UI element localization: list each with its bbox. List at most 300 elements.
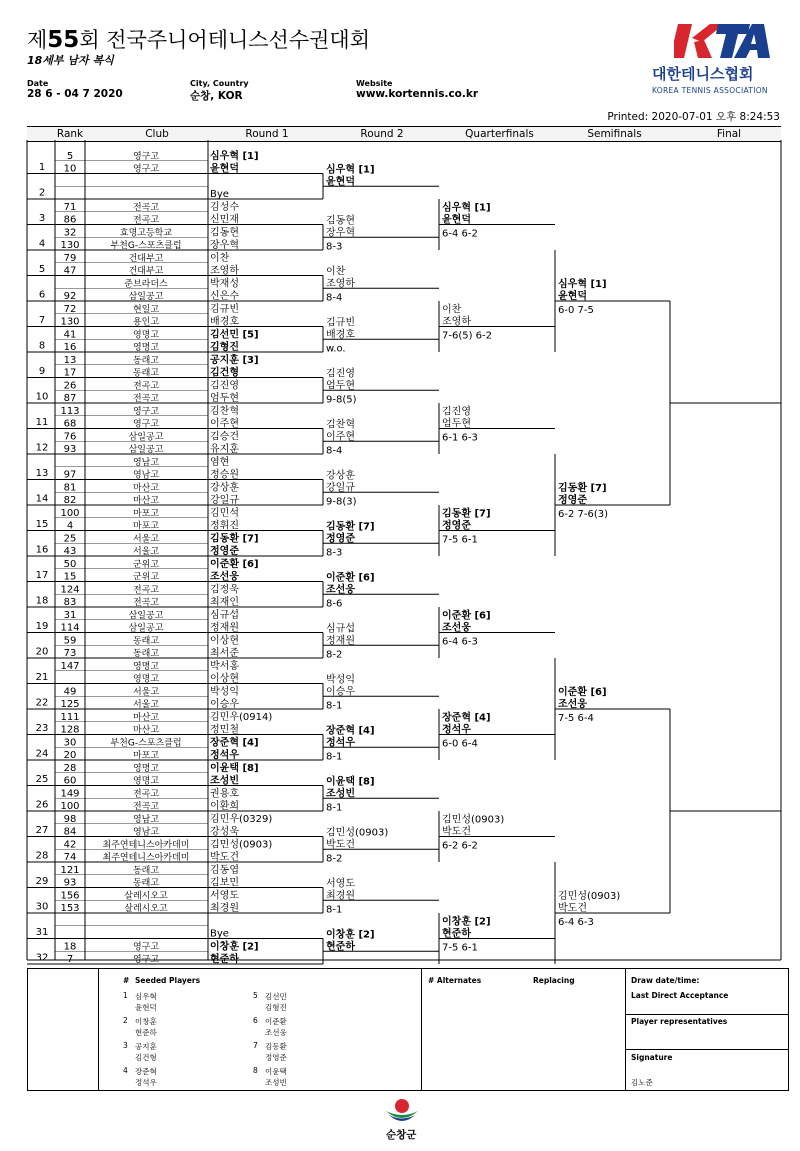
- player-name: 이상현: [210, 635, 239, 647]
- seed-rank: 87: [63, 393, 77, 404]
- logo-english-name: KOREA TENNIS ASSOCIATION: [652, 86, 768, 95]
- club-name: 영남고: [132, 458, 160, 468]
- sunchang-county-logo: [385, 1095, 419, 1125]
- club-name: 부천G-스포츠클럽: [110, 241, 182, 251]
- date-value: 28 6 - 04 7 2020: [27, 88, 123, 100]
- quarterfinal-player: 김동환 [7]: [442, 508, 491, 520]
- player-name: 이준환 [6]: [210, 559, 259, 570]
- round2-score: 8-1: [326, 904, 343, 916]
- col-quarterfinals: Quarterfinals: [465, 128, 534, 140]
- club-name: 서울고: [132, 687, 160, 698]
- player-name: 이윤택 [8]: [210, 763, 259, 774]
- seed-partner: 정석우: [135, 1078, 157, 1087]
- seed-rank: 84: [63, 826, 77, 838]
- player-name: 장준혁 [4]: [210, 737, 259, 749]
- club-name: 동래고: [132, 368, 160, 379]
- club-name: 서울고: [132, 547, 160, 557]
- draw-position: 25: [35, 773, 49, 785]
- seed-rank: 93: [63, 877, 77, 889]
- city-value: 순창, KOR: [190, 90, 243, 102]
- round2-player: 엄두현: [326, 380, 355, 392]
- round2-player: 김동현: [326, 215, 355, 227]
- club-name: 영남고: [132, 470, 160, 481]
- player-name: 정휘진: [210, 520, 239, 532]
- round2-player: 김동환 [7]: [326, 521, 375, 533]
- seed-rank: 4: [66, 520, 74, 532]
- club-name: 준브라더스: [124, 279, 168, 290]
- player-name: 강상훈: [210, 482, 239, 494]
- club-name: 전곡고: [132, 585, 160, 596]
- seed-rank: 10: [63, 163, 77, 175]
- quarterfinal-player: 김민성(0903): [442, 814, 505, 826]
- date-label: Date: [27, 79, 49, 88]
- seed-rank: 74: [63, 852, 77, 863]
- semifinal-player: 김동환 [7]: [558, 483, 607, 494]
- club-name: 영구고: [132, 407, 160, 417]
- player-name: 김동엽: [210, 865, 239, 876]
- seed-number: 3: [123, 1041, 128, 1050]
- club-name: 삼일공고: [128, 445, 164, 455]
- player-name: 박도건: [210, 852, 239, 863]
- quarterfinal-score: 6-1 6-3: [442, 432, 478, 444]
- draw-position: 19: [35, 620, 49, 632]
- quarterfinal-score: 7-6(5) 6-2: [442, 330, 493, 342]
- seed-partner: 김형진: [265, 1003, 287, 1012]
- quarterfinal-player: 장준혁 [4]: [442, 712, 491, 724]
- seed-rank: 113: [60, 406, 80, 417]
- player-name: 박성익: [210, 686, 239, 698]
- seed-rank: 25: [63, 533, 77, 545]
- club-name: 전곡고: [132, 394, 160, 404]
- player-name: 김민성(0903): [210, 839, 273, 851]
- player-name: 김민우(0329): [210, 814, 273, 825]
- club-name: 마포고: [132, 509, 160, 519]
- seed-partner: 김건형: [135, 1053, 157, 1062]
- quarterfinal-score: 6-4 6-2: [442, 228, 478, 240]
- seed-partner: 윤현덕: [135, 1003, 157, 1012]
- club-name: 영명고: [132, 330, 160, 341]
- seed-number: 6: [253, 1016, 258, 1025]
- draw-position: 21: [35, 671, 49, 683]
- player-name: 정영준: [210, 546, 239, 557]
- seed-number: 2: [123, 1016, 128, 1025]
- round2-player: 현준하: [326, 941, 355, 953]
- seed-rank: 60: [63, 775, 77, 787]
- seed-rank: 153: [60, 903, 80, 914]
- player-name: 이환희: [210, 801, 239, 812]
- seed-rank: 20: [63, 750, 77, 761]
- player-name: 최서준: [210, 648, 239, 659]
- club-name: 마포고: [132, 751, 160, 761]
- seed-rank: 111: [60, 712, 80, 723]
- round2-score: 8-4: [326, 292, 343, 304]
- seed-rank: 47: [63, 265, 77, 277]
- club-name: 전곡고: [132, 789, 160, 800]
- draw-position: 20: [35, 646, 49, 658]
- seed-rank: 71: [63, 202, 77, 213]
- seed-number: 8: [253, 1066, 258, 1075]
- seed-rank: 130: [60, 240, 80, 251]
- seed-rank: 81: [63, 482, 77, 494]
- col-round2: Round 2: [360, 128, 404, 140]
- seed-rank: 32: [63, 227, 77, 239]
- semifinal-score: 6-2 7-6(3): [558, 509, 609, 520]
- quarterfinal-score: 7-5 6-1: [442, 534, 478, 546]
- draw-position: 28: [35, 850, 49, 862]
- round2-player: 이찬: [326, 266, 346, 278]
- semifinal-player: 심우혁 [1]: [558, 279, 607, 290]
- seed-rank: 49: [63, 686, 77, 698]
- player-name: 강일규: [210, 495, 239, 506]
- draw-position: 8: [38, 340, 46, 352]
- player-name: 김선민 [5]: [210, 329, 259, 341]
- quarterfinal-score: 7-5 6-1: [442, 942, 478, 954]
- quarterfinal-player: 심우혁 [1]: [442, 202, 491, 214]
- club-name: 건대부고: [128, 266, 164, 277]
- seed-partner: 정영준: [265, 1053, 287, 1062]
- col-club: Club: [145, 128, 169, 140]
- col-final: Final: [716, 128, 742, 140]
- draw-position: 22: [35, 697, 49, 709]
- draw-position: 2: [38, 187, 46, 199]
- club-name: 군위고: [132, 572, 160, 583]
- seed-rank: 79: [63, 253, 77, 264]
- draw-position: 16: [35, 544, 49, 556]
- seed-rank: 83: [63, 597, 77, 608]
- seed-rank: 121: [60, 865, 80, 876]
- player-name: 정승원: [210, 469, 239, 481]
- round2-player: 정영준: [326, 533, 355, 545]
- player-name: 배경호: [210, 316, 239, 328]
- round2-score: 8-3: [326, 241, 343, 253]
- player-name: 김동현: [210, 227, 239, 239]
- semifinal-player: 김민성(0903): [558, 891, 621, 902]
- draw-position: 23: [35, 722, 49, 734]
- seeds-header: Seeded Players: [135, 976, 201, 985]
- quarterfinal-player: 이준환 [6]: [442, 610, 491, 622]
- club-name: 삼일공고: [128, 611, 164, 621]
- club-name: 현일고: [132, 305, 160, 315]
- player-name: 김정욱: [210, 584, 239, 596]
- seed-player: 이준환: [265, 1017, 287, 1026]
- last-direct-acceptance-label: Last Direct Acceptance: [631, 991, 729, 1000]
- seed-rank: 147: [60, 661, 80, 672]
- club-name: 효명고등학교: [119, 228, 173, 239]
- quarterfinal-player: 김진영: [442, 406, 471, 418]
- player-name: 김형진: [210, 342, 239, 353]
- seed-rank: 86: [63, 214, 77, 226]
- player-name: 염현: [210, 457, 230, 468]
- club-name: 영명고: [132, 662, 160, 672]
- semifinal-player: 윤현덕: [558, 291, 587, 302]
- seed-player: 김선민: [265, 992, 287, 1001]
- round2-player: 조성빈: [326, 788, 355, 800]
- draw-position: 29: [35, 875, 49, 887]
- seed-player: 장준혁: [135, 1067, 157, 1076]
- club-name: 마산고: [132, 713, 160, 723]
- seed-rank: 68: [63, 418, 77, 430]
- seed-rank: 92: [63, 291, 77, 302]
- player-name: 이찬: [210, 253, 230, 264]
- seed-rank: 114: [60, 622, 80, 634]
- draw-position: 31: [35, 926, 49, 938]
- quarterfinal-score: 6-2 6-2: [442, 840, 478, 852]
- semifinal-player: 조선웅: [558, 699, 587, 710]
- player-name: 김민우(0914): [210, 712, 273, 723]
- seed-player: 이창훈: [135, 1017, 157, 1026]
- quarterfinal-player: 정영준: [442, 520, 471, 532]
- club-name: 군위고: [132, 560, 160, 570]
- round2-player: 이승우: [326, 686, 355, 698]
- draw-position: 26: [35, 799, 49, 811]
- club-name: 영명고: [132, 764, 160, 774]
- seed-number: 7: [253, 1041, 258, 1050]
- player-name: 현준하: [210, 954, 239, 965]
- club-name: 전곡고: [132, 215, 160, 226]
- round2-player: 강일규: [326, 482, 355, 494]
- round2-player: 김찬혁: [326, 419, 355, 431]
- player-name: 최경원: [210, 903, 239, 914]
- round2-player: 장준혁 [4]: [326, 725, 375, 737]
- draw-position: 7: [38, 314, 46, 326]
- seed-rank: 28: [63, 763, 77, 774]
- club-name: 영남고: [132, 815, 160, 825]
- player-name: 김성수: [210, 202, 239, 213]
- club-name: 용인고: [132, 317, 160, 328]
- quarterfinal-score: 6-0 6-4: [442, 738, 478, 750]
- club-name: 서울고: [132, 700, 160, 710]
- player-name: 강성욱: [210, 826, 239, 838]
- round2-player: 배경호: [326, 329, 355, 341]
- player-name: 김민석: [210, 508, 239, 519]
- quarterfinal-player: 이창훈 [2]: [442, 916, 491, 928]
- player-name: 김찬혁: [210, 406, 239, 417]
- player-name: 심규섭: [210, 610, 239, 621]
- club-name: 마산고: [132, 725, 160, 736]
- round2-player: 김민성(0903): [326, 827, 389, 839]
- player-name: 김보민: [210, 877, 239, 889]
- player-name: 이승우: [210, 699, 239, 710]
- round2-score: w.o.: [326, 343, 346, 355]
- round2-score: 8-3: [326, 547, 343, 559]
- round2-player: 장우혁: [326, 227, 355, 239]
- club-name: 영구고: [132, 942, 160, 953]
- player-name: 김건형: [210, 367, 239, 379]
- draw-position: 27: [35, 824, 49, 836]
- seed-partner: 현준하: [135, 1028, 157, 1037]
- semifinal-score: 6-0 7-5: [558, 305, 594, 316]
- club-name: 동래고: [132, 636, 160, 647]
- seed-rank: 100: [60, 801, 80, 812]
- round2-player: 김규빈: [326, 317, 355, 329]
- seed-rank: 5: [66, 151, 74, 162]
- seed-rank: 26: [63, 380, 77, 392]
- club-name: 영명고: [132, 674, 160, 685]
- club-name: 영구고: [132, 152, 160, 162]
- round2-score: 8-1: [326, 700, 343, 712]
- round2-player: 이주현: [326, 431, 355, 443]
- club-name: 영구고: [132, 419, 160, 430]
- round2-score: 9-8(5): [326, 394, 357, 406]
- round2-score: 8-2: [326, 649, 343, 661]
- seed-rank: 43: [63, 546, 77, 557]
- seed-rank: 15: [63, 571, 77, 583]
- round2-player: 심우혁 [1]: [326, 164, 375, 176]
- seed-rank: 30: [63, 737, 77, 749]
- player-name: 정재원: [210, 622, 239, 634]
- player-name: 김진영: [210, 380, 239, 392]
- round2-player: 조선웅: [326, 584, 355, 596]
- club-name: 마산고: [132, 496, 160, 506]
- club-name: 건대부고: [128, 254, 164, 264]
- round2-player: 정석우: [326, 737, 355, 749]
- round2-score: 8-1: [326, 802, 343, 814]
- semifinal-score: 7-5 6-4: [558, 713, 594, 724]
- seed-rank: 41: [63, 329, 77, 341]
- player-name: 정민철: [210, 724, 239, 736]
- semifinal-player: 박도건: [558, 903, 587, 914]
- player-name: 윤현덕: [210, 163, 239, 175]
- club-name: 부천G-스포츠클럽: [110, 738, 182, 749]
- draw-position: 15: [35, 518, 49, 530]
- signature-label: Signature: [631, 1053, 673, 1062]
- player-name: 김승건: [210, 431, 239, 443]
- seed-rank: 13: [63, 355, 77, 366]
- club-name: 전곡고: [132, 598, 160, 608]
- player-name: 조선웅: [210, 571, 239, 583]
- round2-score: 9-8(3): [326, 496, 357, 508]
- page-title: 제55회 전국주니어테니스선수권대회: [27, 27, 370, 53]
- player-name: 심우혁 [1]: [210, 151, 259, 162]
- round2-score: 8-1: [326, 751, 343, 763]
- club-name: 서울고: [132, 534, 160, 545]
- col-semifinals: Semifinals: [587, 128, 642, 140]
- seed-number: 1: [123, 991, 128, 1000]
- player-name: 조영하: [210, 265, 239, 277]
- club-name: 동래고: [132, 878, 160, 889]
- player-name: 최재인: [210, 597, 239, 608]
- seed-rank: 18: [63, 941, 77, 953]
- col-rank: Rank: [56, 128, 84, 140]
- round2-player: 윤현덕: [326, 176, 355, 188]
- player-name: Bye: [210, 189, 229, 200]
- round2-player: 이윤택 [8]: [326, 776, 375, 788]
- quarterfinal-player: 이찬: [442, 304, 462, 316]
- player-name: 정석우: [210, 750, 239, 761]
- city-label: City, Country: [190, 79, 249, 88]
- seed-partner: 조선웅: [265, 1028, 287, 1037]
- seeds-panel: [27, 968, 789, 1091]
- draw-position: 24: [35, 748, 49, 760]
- seed-rank: 72: [63, 304, 77, 315]
- alternates-header: # Alternates: [428, 976, 482, 985]
- draw-position: 10: [35, 391, 49, 403]
- quarterfinal-player: 엄두현: [442, 418, 471, 430]
- draw-position: 18: [35, 595, 49, 607]
- signer-name: 김노준: [631, 1078, 653, 1087]
- semifinal-player: 이준환 [6]: [558, 687, 607, 698]
- seed-rank: 50: [63, 559, 77, 570]
- player-name: 엄두현: [210, 393, 239, 404]
- round2-player: 서영도: [326, 878, 355, 890]
- seed-rank: 31: [63, 610, 77, 621]
- seed-rank: 82: [63, 495, 77, 506]
- quarterfinal-score: 6-4 6-3: [442, 636, 478, 648]
- draw-position: 3: [38, 212, 46, 224]
- draw-position: 6: [38, 289, 46, 301]
- club-name: 삼일공고: [128, 292, 164, 302]
- seed-rank: 125: [60, 699, 80, 710]
- seed-number: 4: [123, 1066, 128, 1075]
- round2-player: 강상훈: [326, 470, 355, 482]
- player-name: 이창훈 [2]: [210, 941, 259, 953]
- quarterfinal-player: 윤현덕: [442, 214, 471, 226]
- player-name: 유지훈: [210, 444, 239, 455]
- club-name: 살레시오고: [124, 904, 168, 914]
- club-name: 삼일공고: [128, 623, 164, 634]
- seed-rank: 59: [63, 635, 77, 647]
- quarterfinal-player: 현준하: [442, 928, 471, 940]
- player-name: 신은수: [210, 291, 239, 302]
- draw-position: 4: [38, 238, 46, 250]
- seed-rank: 98: [63, 814, 77, 825]
- player-name: 장우혁: [210, 240, 239, 251]
- draw-position: 30: [35, 901, 49, 913]
- semifinal-player: 정영준: [558, 495, 587, 506]
- player-name: 서영도: [210, 890, 239, 902]
- seed-player: 심우혁: [135, 992, 157, 1001]
- draw-position: 5: [38, 263, 46, 275]
- club-name: 전곡고: [132, 802, 160, 812]
- seed-rank: 93: [63, 444, 77, 455]
- seed-rank: 149: [60, 788, 80, 800]
- player-name: 박서홍: [210, 661, 239, 672]
- draw-position: 17: [35, 569, 49, 581]
- quarterfinal-player: 조영하: [442, 316, 471, 328]
- seed-rank: 130: [60, 316, 80, 328]
- draw-position: 13: [35, 467, 49, 479]
- draw-position: 32: [35, 952, 49, 964]
- club-name: 마포고: [132, 521, 160, 532]
- club-name: 동래고: [132, 866, 160, 876]
- player-name: 박재성: [210, 278, 239, 290]
- logo-korean-name: 대한테니스협회: [652, 65, 754, 83]
- quarterfinal-player: 박도건: [442, 826, 471, 838]
- seed-rank: 16: [63, 342, 77, 353]
- club-name: 전곡고: [132, 381, 160, 392]
- draw-position: 14: [35, 493, 49, 505]
- seed-rank: 156: [60, 890, 80, 902]
- draw-position: 11: [35, 416, 49, 428]
- website-value[interactable]: www.kortennis.co.kr: [356, 88, 479, 100]
- seed-rank: 42: [63, 839, 77, 851]
- player-name: 신민재: [210, 214, 239, 226]
- round2-player: 김진영: [326, 368, 355, 380]
- player-representatives-label: Player representatives: [631, 1017, 728, 1026]
- seeds-header-no: #: [123, 976, 130, 985]
- website-label: Website: [356, 79, 393, 88]
- round2-score: 8-2: [326, 853, 343, 865]
- club-name: 동래고: [132, 356, 160, 366]
- seed-rank: 76: [63, 431, 77, 443]
- footer-county-name: 순창군: [386, 1129, 417, 1141]
- club-name: 영명고: [132, 343, 160, 353]
- round2-score: 8-4: [326, 445, 343, 457]
- club-name: 전곡고: [132, 203, 160, 213]
- printed-timestamp: Printed: 2020-07-01 오후 8:24:53: [607, 111, 780, 123]
- club-name: 마산고: [132, 483, 160, 494]
- player-name: 김규빈: [210, 304, 239, 315]
